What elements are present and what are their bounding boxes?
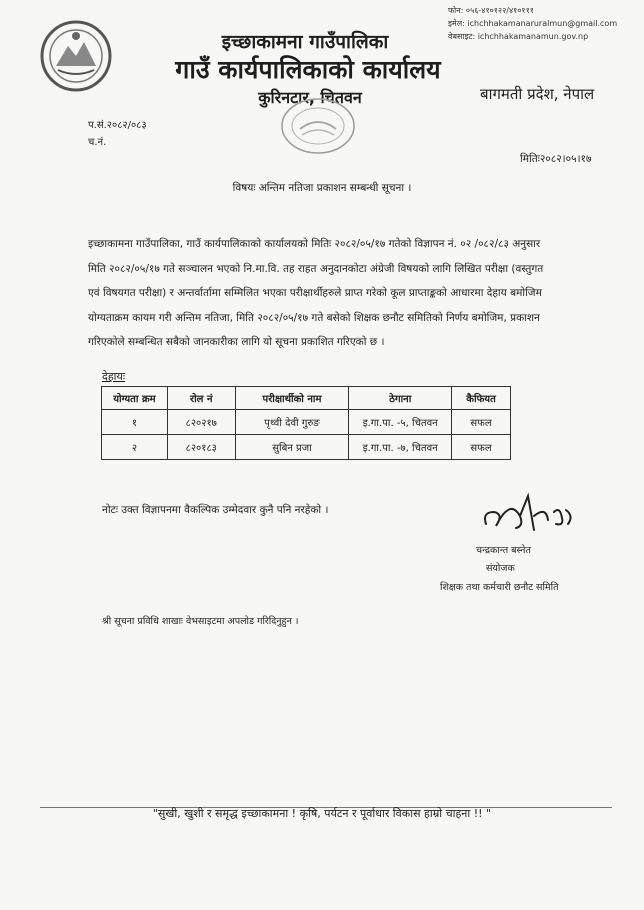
letter-body [88, 232, 606, 355]
dispatch-number: च.नं. [88, 137, 107, 148]
contact-email: इमेल: ichchhakamanaruralmun@gmail.com [448, 19, 618, 28]
body-line: मिति २०८२/०५/१७ गते सञ्चालन भएको नि.मा.वि. तह राहत अनुदानकोटा अंग्रेजी विषयको लागि लिखित परीक्षा (वस्तुगत [88, 262, 544, 275]
header-name: परीक्षार्थीको नाम [235, 387, 349, 410]
cell-rank: १ [102, 410, 168, 435]
cell-remarks: सफल [452, 410, 511, 435]
reference-number: प.सं.२०८२/०८३ [88, 120, 147, 131]
office-name: गाउँ कार्यपालिकाको कार्यालय [175, 55, 441, 84]
letter-subject: विषयः अन्तिम नतिजा प्रकाशन सम्बन्धी सूचना । [232, 182, 412, 194]
table-header-row [102, 387, 511, 410]
cell-name: पृथ्वी देवी गुरुङ [235, 410, 349, 435]
signatory-committee: शिक्षक तथा कर्मचारी छनौट समिति [440, 582, 559, 593]
body-line: गरिएकोले सम्बन्धित सबैको जानकारीका लागि यो सूचना प्रकाशित गरिएको छ । [88, 336, 385, 348]
office-stamp-icon [278, 95, 358, 157]
header-remarks: कैफियत [452, 387, 511, 410]
cell-name: सुबिन प्रजा [235, 435, 349, 460]
header-address: ठेगाना [349, 387, 452, 410]
body-line: इच्छाकामना गाउँपालिका, गाउँ कार्यपालिकाको कार्यालयको मितिः २०८२/०५/१७ गतेको विज्ञापन नं. ०२ /०८२/८३ अनुसार [88, 238, 541, 250]
cell-remarks: सफल [452, 435, 511, 460]
contact-phone: फोन: ०५६-४१०१२२/४१०१११ [448, 6, 534, 15]
header-rank: योग्यता क्रम [102, 387, 168, 410]
municipality-name: इच्छाकामना गाउँपालिका [221, 31, 389, 53]
letter-date: मितिः२०८२।०५।१७ [520, 153, 592, 165]
footer-slogan: "सुखी, खुशी र समृद्ध इच्छाकामना ! कृषि, पर्यटन र पूर्वाधार विकास हाम्रो चाहना !! " [152, 807, 492, 820]
table-row [102, 410, 511, 435]
table-row [102, 435, 511, 460]
body-line: योग्यताक्रम कायम गरी अन्तिम नतिजा, मिति २०८२/०५/१७ गते बसेको शिक्षक छनौट समितिको निर्णय बमोजिम, प्रकाशन [88, 311, 540, 324]
header-roll: रोल नं [167, 387, 235, 410]
cell-address: इ.गा.पा. -५, चितवन [349, 410, 452, 435]
annex-label: देहायः [102, 370, 126, 383]
office-address: कुरिनटार, चितवन [258, 88, 362, 107]
contact-website: वेबसाइट: ichchhakamanamun.gov.np [448, 32, 589, 41]
cell-roll: ८२०१८३ [167, 435, 235, 460]
signatory-role: संयोजक [486, 563, 515, 574]
cell-roll: ८२०२१७ [167, 410, 235, 435]
results-table [101, 386, 511, 460]
signatory-name: चन्द्रकान्त बस्नेत [476, 545, 531, 556]
body-line: एवं विषयगत परीक्षा) र अन्तर्वार्तामा सम्मिलित भएका परीक्षार्थीहरुले प्राप्त गरेको कूल प्राप्ताङ्कको आधारमा देहाय बमोजिम [88, 287, 542, 299]
cell-address: इ.गा.पा. -७, चितवन [349, 435, 452, 460]
province-name: बागमती प्रदेश, नेपाल [480, 85, 595, 103]
cell-rank: २ [102, 435, 168, 460]
handwritten-signature [476, 486, 576, 536]
nepal-emblem-icon [38, 18, 114, 94]
note-text: नोटः उक्त विज्ञापनमा वैकल्पिक उम्मेदवार कुनै पनि नरहेको । [102, 504, 329, 516]
copy-to-note: श्री सूचना प्रविधि शाखाः वेभसाइटमा अपलोड गरिदिनुहुन । [102, 616, 299, 627]
